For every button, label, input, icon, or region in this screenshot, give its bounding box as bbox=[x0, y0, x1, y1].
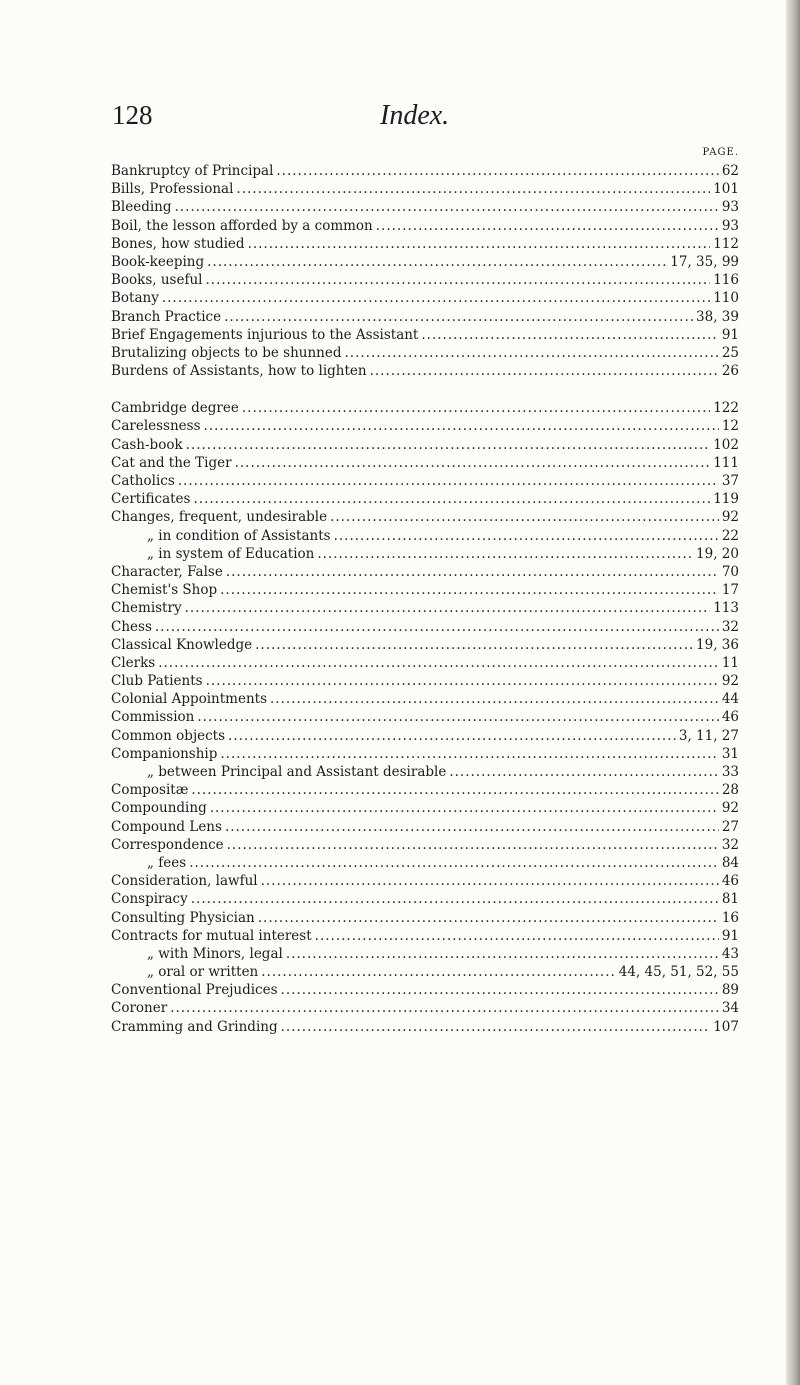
index-term: Compound Lens bbox=[111, 818, 222, 835]
group-separator bbox=[111, 380, 739, 399]
index-pages: 92 bbox=[721, 509, 739, 526]
index-pages: 102 bbox=[713, 436, 739, 453]
index-term: Boil, the lesson afforded by a common bbox=[111, 217, 373, 234]
index-term: Consideration, lawful bbox=[111, 873, 258, 890]
index-entry bbox=[111, 545, 739, 563]
index-entry bbox=[111, 836, 739, 854]
dot-leader bbox=[258, 909, 719, 927]
index-entry bbox=[111, 472, 739, 490]
index-pages: 3, 11, 27 bbox=[678, 727, 739, 744]
index-entry bbox=[111, 672, 739, 690]
index-pages: 33 bbox=[721, 764, 739, 780]
index-pages: 32 bbox=[721, 836, 739, 853]
page-title: Index. bbox=[380, 100, 450, 131]
index-term: Bones, how studied bbox=[111, 235, 245, 252]
index-term: Cat and the Tiger bbox=[111, 454, 232, 471]
index-term: Compositæ bbox=[111, 782, 189, 799]
index-entry bbox=[111, 890, 739, 908]
index-pages: 27 bbox=[721, 818, 739, 835]
index-entry bbox=[111, 799, 739, 817]
index-entry bbox=[111, 217, 739, 235]
index-entry bbox=[111, 909, 739, 927]
dot-leader bbox=[270, 690, 719, 708]
index-term: Common objects bbox=[111, 727, 226, 744]
index-entry bbox=[111, 308, 739, 326]
index-term: Cambridge degree bbox=[111, 400, 239, 417]
index-pages: 116 bbox=[713, 272, 739, 289]
dot-leader bbox=[220, 745, 718, 763]
dot-leader bbox=[170, 999, 719, 1017]
index-entry bbox=[111, 763, 739, 781]
index-pages: 62 bbox=[721, 163, 739, 179]
index-term: „ fees bbox=[147, 854, 187, 871]
dot-leader bbox=[317, 545, 693, 563]
index-term: Bankruptcy of Principal bbox=[111, 163, 274, 179]
index-entry bbox=[111, 981, 739, 999]
dot-leader bbox=[330, 508, 719, 526]
index-pages: 112 bbox=[713, 235, 739, 252]
dot-leader bbox=[370, 362, 719, 380]
page-header bbox=[112, 100, 752, 140]
index-pages: 70 bbox=[721, 563, 739, 580]
page-column-label: PAGE. bbox=[702, 147, 739, 158]
index-pages: 11 bbox=[721, 654, 739, 671]
index-pages: 119 bbox=[713, 491, 739, 508]
dot-leader bbox=[227, 836, 719, 854]
index-pages: 38, 39 bbox=[696, 308, 739, 325]
index-entry bbox=[111, 162, 739, 180]
index-entry bbox=[111, 1018, 739, 1036]
index-pages: 122 bbox=[713, 400, 739, 417]
index-term: Bills, Professional bbox=[111, 181, 234, 198]
index-pages: 17 bbox=[721, 582, 739, 599]
dot-leader bbox=[193, 490, 710, 508]
dot-leader bbox=[315, 927, 719, 945]
index-list bbox=[111, 162, 739, 1036]
dot-leader bbox=[236, 180, 710, 198]
dot-leader bbox=[158, 654, 719, 672]
index-pages: 89 bbox=[721, 982, 739, 999]
index-pages: 92 bbox=[721, 800, 739, 817]
index-entry bbox=[111, 253, 739, 271]
dot-leader bbox=[207, 253, 667, 271]
index-term: Bleeding bbox=[111, 199, 172, 216]
index-term: Correspondence bbox=[111, 836, 224, 853]
dot-leader bbox=[220, 581, 719, 599]
index-term: Chemist's Shop bbox=[111, 582, 218, 599]
dot-leader bbox=[281, 981, 719, 999]
index-pages: 32 bbox=[721, 618, 739, 635]
index-entry bbox=[111, 654, 739, 672]
index-pages: 43 bbox=[721, 945, 739, 962]
index-entry bbox=[111, 854, 739, 872]
index-term: Commission bbox=[111, 709, 195, 726]
index-term: Certificates bbox=[111, 491, 191, 508]
dot-leader bbox=[204, 417, 719, 435]
index-term: Colonial Appointments bbox=[111, 691, 268, 708]
index-term: Botany bbox=[111, 290, 159, 307]
dot-leader bbox=[248, 235, 711, 253]
index-entry bbox=[111, 781, 739, 799]
index-pages: 110 bbox=[713, 290, 739, 307]
index-term: Classical Knowledge bbox=[111, 636, 253, 653]
index-pages: 92 bbox=[721, 673, 739, 690]
dot-leader bbox=[421, 326, 718, 344]
index-entry bbox=[111, 963, 739, 981]
index-entry bbox=[111, 818, 739, 836]
index-pages: 28 bbox=[721, 782, 739, 799]
index-term: Book-keeping bbox=[111, 253, 205, 270]
dot-leader bbox=[191, 781, 718, 799]
dot-leader bbox=[261, 872, 719, 890]
index-term: „ in condition of Assistants bbox=[147, 527, 331, 544]
index-pages: 22 bbox=[721, 527, 739, 544]
dot-leader bbox=[334, 527, 719, 545]
index-entry bbox=[111, 490, 739, 508]
dot-leader bbox=[185, 599, 711, 617]
dot-leader bbox=[242, 399, 710, 417]
index-pages: 91 bbox=[721, 326, 739, 343]
index-pages: 113 bbox=[713, 600, 739, 617]
dot-leader bbox=[235, 454, 711, 472]
index-term: „ between Principal and Assistant desirable bbox=[147, 764, 447, 780]
index-pages: 44 bbox=[721, 691, 739, 708]
index-pages: 101 bbox=[713, 181, 739, 198]
index-entry bbox=[111, 708, 739, 726]
index-pages: 31 bbox=[721, 745, 739, 762]
index-term: Compounding bbox=[111, 800, 207, 817]
index-entry bbox=[111, 636, 739, 654]
index-pages: 37 bbox=[721, 473, 739, 489]
index-entry bbox=[111, 180, 739, 198]
page-number: 128 bbox=[112, 100, 153, 130]
index-pages: 46 bbox=[721, 873, 739, 890]
index-term: Companionship bbox=[111, 745, 218, 762]
index-entry bbox=[111, 618, 739, 636]
index-term: „ in system of Education bbox=[147, 545, 315, 562]
index-pages: 107 bbox=[713, 1018, 739, 1035]
index-term: Brutalizing objects to be shunned bbox=[111, 344, 342, 361]
dot-leader bbox=[228, 727, 676, 745]
dot-leader bbox=[224, 308, 693, 326]
index-term: Burdens of Assistants, how to lighten bbox=[111, 363, 367, 380]
dot-leader bbox=[191, 890, 719, 908]
index-term: Conspiracy bbox=[111, 891, 188, 908]
dot-leader bbox=[206, 672, 719, 690]
index-term: Character, False bbox=[111, 563, 223, 580]
index-term: Carelessness bbox=[111, 418, 201, 435]
index-pages: 12 bbox=[721, 418, 739, 435]
index-entry bbox=[111, 198, 739, 216]
dot-leader bbox=[189, 854, 719, 872]
index-term: Contracts for mutual interest bbox=[111, 927, 312, 944]
index-pages: 91 bbox=[721, 927, 739, 944]
index-term: Cash-book bbox=[111, 436, 183, 453]
index-entry bbox=[111, 927, 739, 945]
page-edge-shadow bbox=[786, 0, 800, 1385]
index-pages: 84 bbox=[721, 854, 739, 871]
index-pages: 34 bbox=[721, 1000, 739, 1017]
index-entry bbox=[111, 508, 739, 526]
index-term: Books, useful bbox=[111, 272, 203, 289]
dot-leader bbox=[225, 818, 719, 836]
index-term: Club Patients bbox=[111, 673, 203, 690]
index-term: Changes, frequent, undesirable bbox=[111, 509, 328, 526]
index-term: Conventional Prejudices bbox=[111, 982, 278, 999]
index-pages: 19, 36 bbox=[696, 636, 739, 653]
index-term: Chess bbox=[111, 618, 152, 635]
dot-leader bbox=[261, 963, 616, 981]
index-entry bbox=[111, 454, 739, 472]
index-entry bbox=[111, 326, 739, 344]
dot-leader bbox=[162, 289, 710, 307]
index-term: Consulting Physician bbox=[111, 909, 255, 926]
index-term: Cramming and Grinding bbox=[111, 1018, 278, 1035]
dot-leader bbox=[286, 945, 719, 963]
dot-leader bbox=[155, 618, 719, 636]
index-pages: 19, 20 bbox=[696, 545, 739, 562]
dot-leader bbox=[276, 162, 718, 180]
index-pages: 26 bbox=[721, 363, 739, 380]
index-entry bbox=[111, 344, 739, 362]
index-term: Chemistry bbox=[111, 600, 182, 617]
index-entry bbox=[111, 872, 739, 890]
dot-leader bbox=[178, 472, 719, 490]
index-entry bbox=[111, 945, 739, 963]
dot-leader bbox=[210, 799, 719, 817]
index-entry bbox=[111, 745, 739, 763]
dot-leader bbox=[226, 563, 719, 581]
dot-leader bbox=[376, 217, 719, 235]
index-pages: 111 bbox=[713, 454, 739, 471]
index-term: Brief Engagements injurious to the Assistant bbox=[111, 326, 419, 343]
index-pages: 44, 45, 51, 52, 55 bbox=[618, 964, 739, 981]
index-pages: 93 bbox=[721, 199, 739, 216]
index-entry bbox=[111, 527, 739, 545]
index-term: Catholics bbox=[111, 473, 175, 489]
index-term: Coroner bbox=[111, 1000, 168, 1017]
index-entry bbox=[111, 599, 739, 617]
index-pages: 93 bbox=[721, 217, 739, 234]
index-term: Branch Practice bbox=[111, 308, 222, 325]
index-term: Clerks bbox=[111, 654, 156, 671]
index-entry bbox=[111, 581, 739, 599]
index-group-b bbox=[111, 162, 739, 380]
index-entry bbox=[111, 563, 739, 581]
index-entry bbox=[111, 727, 739, 745]
dot-leader bbox=[449, 763, 718, 781]
index-entry bbox=[111, 690, 739, 708]
index-entry bbox=[111, 271, 739, 289]
index-entry bbox=[111, 436, 739, 454]
dot-leader bbox=[255, 636, 693, 654]
dot-leader bbox=[197, 708, 718, 726]
dot-leader bbox=[186, 436, 711, 454]
index-entry bbox=[111, 289, 739, 307]
index-group-c bbox=[111, 399, 739, 1036]
dot-leader bbox=[206, 271, 711, 289]
index-entry bbox=[111, 417, 739, 435]
dot-leader bbox=[175, 198, 719, 216]
index-pages: 17, 35, 99 bbox=[670, 253, 739, 270]
index-entry bbox=[111, 399, 739, 417]
dot-leader bbox=[345, 344, 719, 362]
dot-leader bbox=[281, 1018, 711, 1036]
index-entry bbox=[111, 235, 739, 253]
index-pages: 81 bbox=[721, 891, 739, 908]
index-term: „ with Minors, legal bbox=[147, 945, 283, 962]
index-entry bbox=[111, 362, 739, 380]
index-term: „ oral or written bbox=[147, 964, 259, 981]
index-pages: 16 bbox=[721, 909, 739, 926]
index-pages: 46 bbox=[721, 709, 739, 726]
index-entry bbox=[111, 999, 739, 1017]
index-pages: 25 bbox=[721, 344, 739, 361]
